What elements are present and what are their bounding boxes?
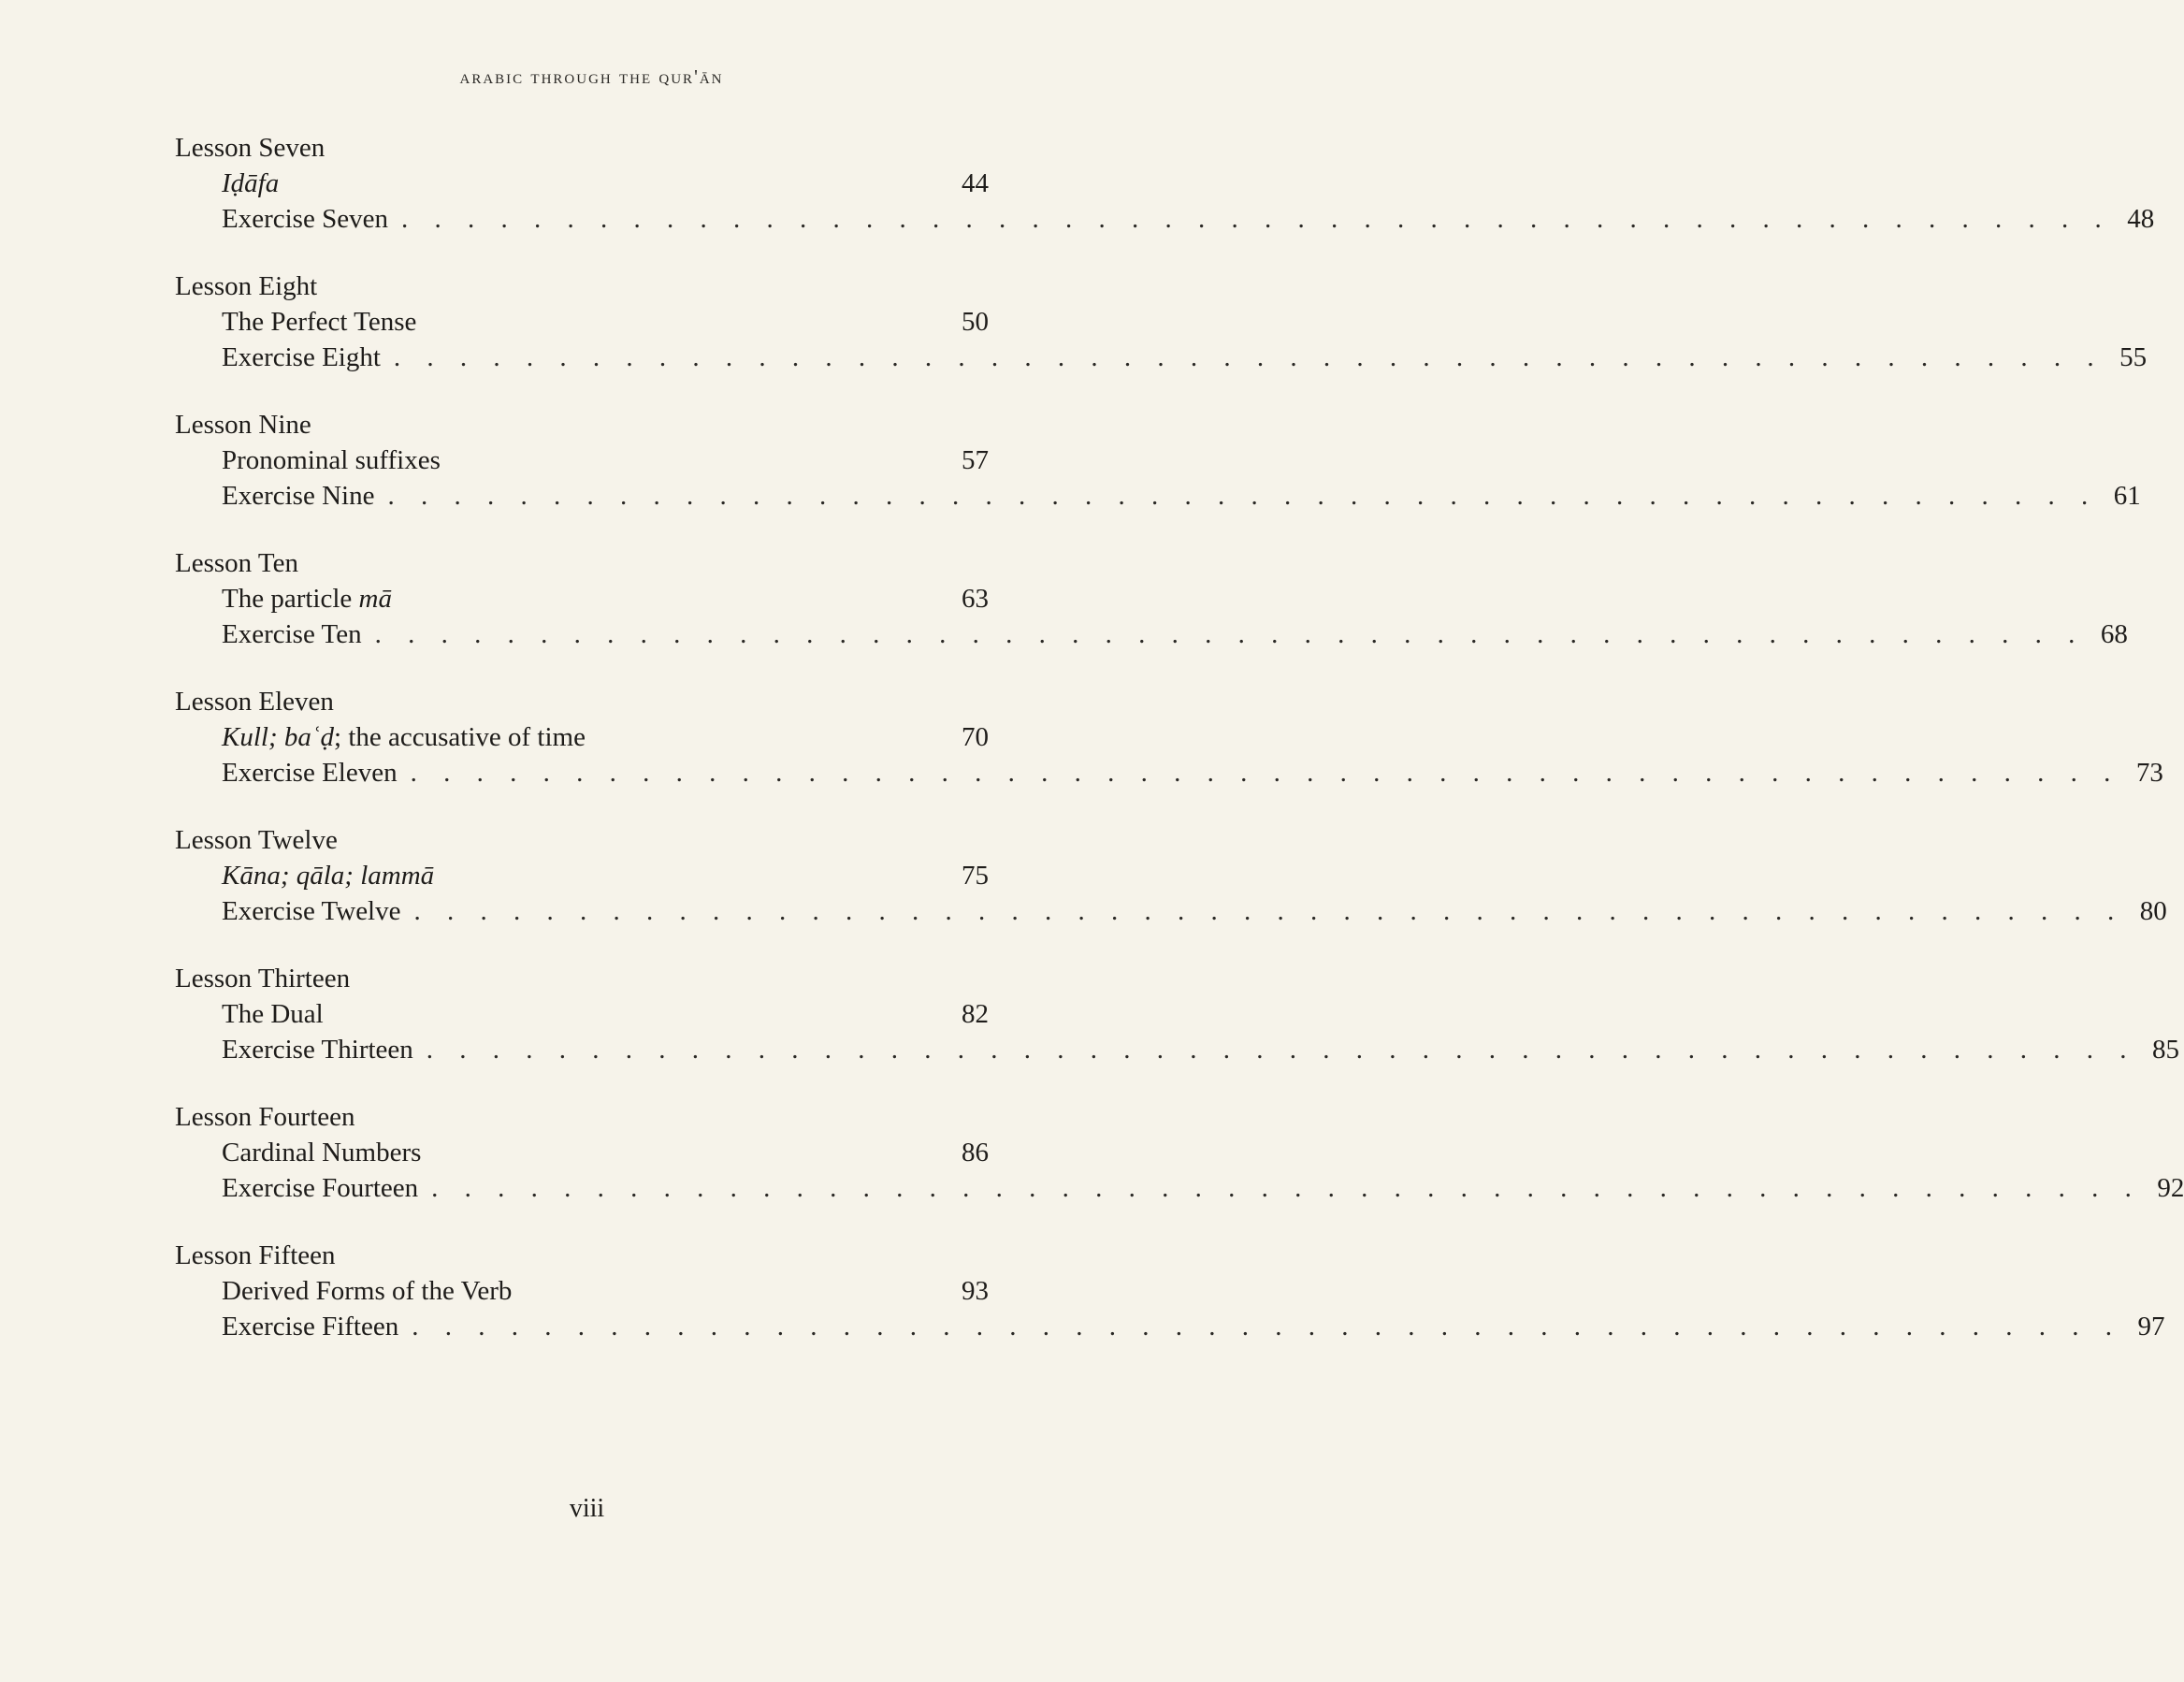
- page-number: 55: [2119, 342, 2148, 372]
- entry-label: [222, 719, 586, 755]
- lesson-title: Lesson Thirteen: [175, 964, 351, 993]
- page-number: 85: [2152, 1035, 2180, 1065]
- lesson-title: Lesson Seven: [175, 133, 325, 163]
- folio-number: viii: [569, 1494, 605, 1523]
- entry-label: [222, 581, 392, 616]
- entry-label: Exercise Eleven: [222, 758, 398, 788]
- toc-entry-exercise[interactable]: [175, 1170, 2184, 1206]
- entry-label-roman: The particle: [222, 584, 359, 614]
- lesson-twelve: [175, 823, 2167, 929]
- toc-entry-exercise[interactable]: [175, 1032, 2180, 1067]
- dot-leader: . . . . . . . . . . . . . . . . . . . . . . . . . . . . . . . . . . . . . . . . . . . . . . . . . . . .: [413, 896, 2124, 926]
- page-number: 75: [962, 861, 989, 891]
- lesson-ten: [175, 546, 2128, 652]
- toc-entry-topic[interactable]: [175, 858, 989, 893]
- entry-label: Derived Forms of the Verb: [222, 1276, 513, 1306]
- lesson-title: Lesson Twelve: [175, 825, 338, 855]
- page-number: 61: [2113, 481, 2141, 511]
- lesson-title: Lesson Ten: [175, 548, 298, 578]
- lesson-eleven: [175, 685, 2163, 790]
- entry-label: [222, 166, 279, 201]
- entry-label-italic: Kāna; qāla; lammā: [222, 861, 435, 891]
- toc-entry-exercise[interactable]: [175, 616, 2128, 652]
- page-number: 70: [962, 722, 989, 752]
- toc-entry-topic[interactable]: [175, 442, 989, 478]
- toc-entry-exercise[interactable]: [175, 340, 2148, 375]
- page-number: 57: [962, 445, 989, 475]
- lesson-title: Lesson Fourteen: [175, 1102, 355, 1132]
- toc-entry-topic[interactable]: [175, 996, 989, 1032]
- folio: [0, 1494, 1052, 1524]
- toc-entry-topic[interactable]: [175, 581, 989, 616]
- entry-label-italic: Iḍāfa: [222, 168, 280, 198]
- lesson-fourteen: [175, 1100, 2184, 1206]
- page-number: 63: [962, 584, 989, 614]
- page-number: 48: [2127, 204, 2155, 234]
- page-number: 50: [962, 307, 989, 337]
- entry-label: Exercise Ten: [222, 619, 362, 649]
- lesson-title: Lesson Eleven: [175, 687, 334, 717]
- entry-label-roman: ; the accusative of time: [334, 722, 586, 752]
- lesson-eight: [175, 269, 2148, 375]
- page-number: 68: [2100, 619, 2128, 649]
- entry-label: Exercise Seven: [222, 204, 388, 234]
- lesson-title: Lesson Nine: [175, 410, 311, 440]
- toc-entry-topic[interactable]: [175, 1273, 989, 1309]
- toc-entry-exercise[interactable]: [175, 1309, 2165, 1344]
- entry-label: Exercise Nine: [222, 481, 375, 511]
- page-number: 97: [2137, 1312, 2165, 1341]
- running-head: [0, 65, 1052, 89]
- page-number: 93: [962, 1276, 989, 1306]
- lesson-seven: [175, 131, 2155, 237]
- dot-leader: . . . . . . . . . . . . . . . . . . . . . . . . . . . . . . . . . . . . . . . . . . . . . . . . . . . .: [431, 1173, 2142, 1203]
- entry-label: Exercise Eight: [222, 342, 381, 372]
- table-of-contents: [175, 131, 2184, 1377]
- toc-entry-topic[interactable]: [175, 304, 989, 340]
- toc-entry-exercise[interactable]: [175, 201, 2155, 237]
- running-head-text: arabic through the qur'ān: [459, 65, 724, 88]
- toc-entry-topic[interactable]: [175, 166, 989, 201]
- entry-label: Exercise Twelve: [222, 896, 401, 926]
- toc-entry-topic[interactable]: [175, 1135, 989, 1170]
- dot-leader: . . . . . . . . . . . . . . . . . . . . . . . . . . . . . . . . . . . . . . . . . . . . . . . . . . . .: [412, 1312, 2122, 1341]
- entry-label: Pronominal suffixes: [222, 445, 441, 475]
- page-number: 86: [962, 1138, 989, 1167]
- entry-label: [222, 858, 434, 893]
- lesson-title: Lesson Eight: [175, 271, 318, 301]
- entry-label: Exercise Fourteen: [222, 1173, 419, 1203]
- toc-entry-exercise[interactable]: [175, 893, 2167, 929]
- toc-entry-topic[interactable]: [175, 719, 989, 755]
- lesson-title: Lesson Fifteen: [175, 1240, 336, 1270]
- page-number: 73: [2135, 758, 2163, 788]
- entry-label: Exercise Fifteen: [222, 1312, 399, 1341]
- page-number: 80: [2139, 896, 2167, 926]
- page-number: 82: [962, 999, 989, 1029]
- toc-entry-exercise[interactable]: [175, 478, 2141, 514]
- entry-label-italic: Kull; baʿḍ: [222, 722, 335, 752]
- toc-entry-exercise[interactable]: [175, 755, 2163, 790]
- lesson-thirteen: [175, 962, 2180, 1067]
- entry-label: The Perfect Tense: [222, 307, 417, 337]
- entry-label: Exercise Thirteen: [222, 1035, 413, 1065]
- lesson-nine: [175, 408, 2141, 514]
- entry-label-italic: mā: [358, 584, 392, 614]
- entry-label: Cardinal Numbers: [222, 1138, 422, 1167]
- dot-leader: . . . . . . . . . . . . . . . . . . . . . . . . . . . . . . . . . . . . . . . . . . . . . . . . . . . .: [374, 619, 2085, 649]
- page-number: 92: [2157, 1173, 2184, 1203]
- dot-leader: . . . . . . . . . . . . . . . . . . . . . . . . . . . . . . . . . . . . . . . . . . . . . . . . . . . .: [426, 1035, 2137, 1065]
- dot-leader: . . . . . . . . . . . . . . . . . . . . . . . . . . . . . . . . . . . . . . . . . . . . . . . . . . . .: [393, 342, 2104, 372]
- page-number: 44: [962, 168, 989, 198]
- lesson-fifteen: [175, 1239, 2165, 1344]
- dot-leader: . . . . . . . . . . . . . . . . . . . . . . . . . . . . . . . . . . . . . . . . . . . . . . . . . . . .: [410, 758, 2120, 788]
- dot-leader: . . . . . . . . . . . . . . . . . . . . . . . . . . . . . . . . . . . . . . . . . . . . . . . . . . . .: [400, 204, 2112, 234]
- dot-leader: . . . . . . . . . . . . . . . . . . . . . . . . . . . . . . . . . . . . . . . . . . . . . . . . . . . .: [387, 481, 2098, 511]
- entry-label: The Dual: [222, 999, 324, 1029]
